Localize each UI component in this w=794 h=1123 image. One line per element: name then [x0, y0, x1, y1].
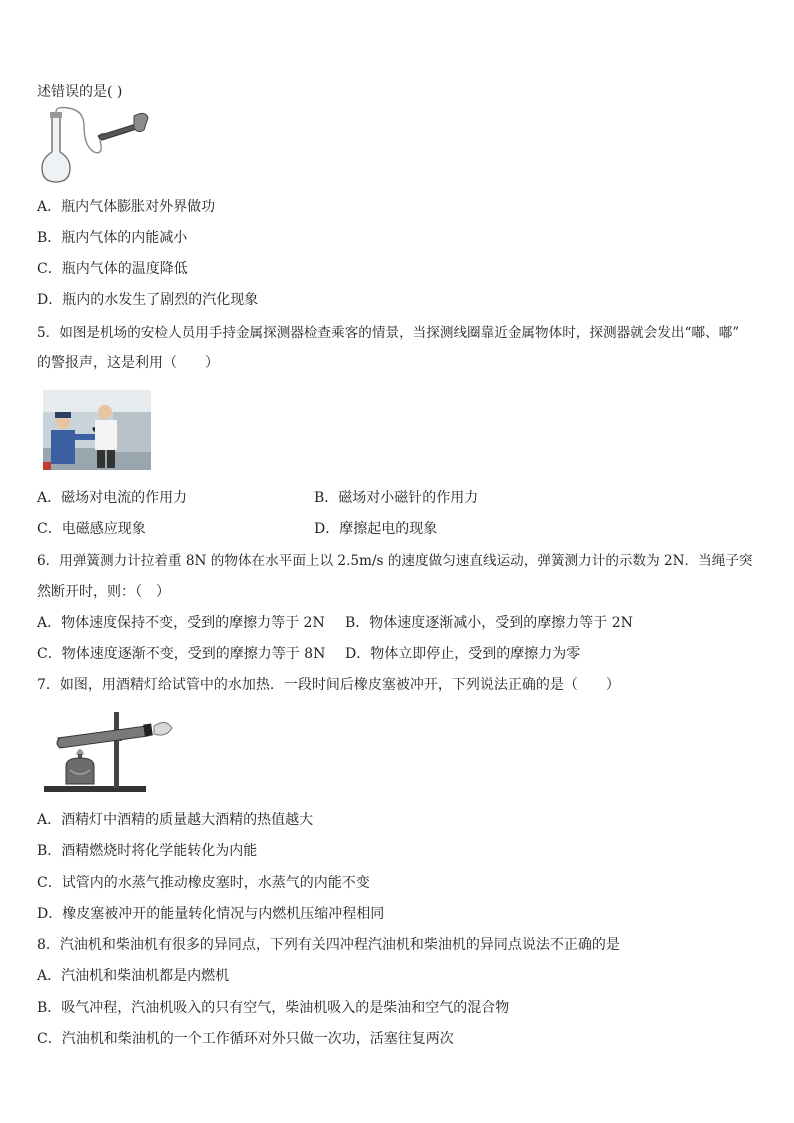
- flask-pump-figure: [38, 106, 150, 186]
- q6-option-a: A．物体速度保持不变，受到的摩擦力等于 2N: [37, 615, 325, 631]
- q4-option-c: C．瓶内气体的温度降低: [37, 261, 188, 277]
- q5-option-a: A．磁场对电流的作用力: [37, 490, 188, 506]
- q7-option-a: A．酒精灯中酒精的质量越大酒精的热值越大: [37, 812, 314, 828]
- q7-stem: 7．如图，用酒精灯给试管中的水加热．一段时间后橡皮塞被冲开，下列说法正确的是（ ）: [37, 677, 620, 693]
- alcohol-lamp-test-tube-figure: [40, 708, 174, 794]
- q7-option-b: B．酒精燃烧时将化学能转化为内能: [37, 843, 258, 859]
- q4-option-d: D．瓶内的水发生了剧烈的汽化现象: [37, 292, 259, 308]
- q8-option-c: C．汽油机和柴油机的一个工作循环对外只做一次功，活塞往复两次: [37, 1031, 454, 1047]
- q5-option-d: D．摩擦起电的现象: [314, 521, 438, 537]
- q5-option-c: C．电磁感应现象: [37, 521, 146, 537]
- q6-stem-line1: 6．用弹簧测力计拉着重 8N 的物体在水平面上以 2.5m/s 的速度做匀速直线运动，弹簧测力计的示数为 2N．当绳子突: [37, 553, 753, 569]
- q6-option-d: D．物体立即停止，受到的摩擦力为零: [345, 646, 581, 662]
- q7-option-d: D．橡皮塞被冲开的能量转化情况与内燃机压缩冲程相同: [37, 906, 385, 922]
- q6-option-b: B．物体速度逐渐减小，受到的摩擦力等于 2N: [345, 615, 633, 631]
- q5-option-b: B．磁场对小磁针的作用力: [314, 490, 479, 506]
- q4-option-a: A．瓶内气体膨胀对外界做功: [37, 199, 216, 215]
- q5-stem-line2: 的警报声，这是利用（ ）: [37, 355, 219, 371]
- q4-stem-tail: 述错误的是( ): [37, 84, 123, 100]
- q4-option-b: B．瓶内气体的内能减小: [37, 230, 188, 246]
- q8-option-b: B．吸气冲程，汽油机吸入的只有空气，柴油机吸入的是柴油和空气的混合物: [37, 1000, 510, 1016]
- q5-stem-line1: 5．如图是机场的安检人员用手持金属探测器检查乘客的情景，当探测线圈靠近金属物体时，探测器就会发出“嘟、嘟”: [37, 325, 740, 341]
- q8-stem: 8．汽油机和柴油机有很多的异同点，下列有关四冲程汽油机和柴油机的异同点说法不正确的是: [37, 937, 620, 953]
- security-check-photo: [43, 390, 151, 470]
- q6-stem-line2: 然断开时，则：（ ）: [37, 584, 170, 600]
- q6-option-c: C．物体速度逐渐不变，受到的摩擦力等于 8N: [37, 646, 326, 662]
- q8-option-a: A．汽油机和柴油机都是内燃机: [37, 968, 230, 984]
- q7-option-c: C．试管内的水蒸气推动橡皮塞时，水蒸气的内能不变: [37, 875, 370, 891]
